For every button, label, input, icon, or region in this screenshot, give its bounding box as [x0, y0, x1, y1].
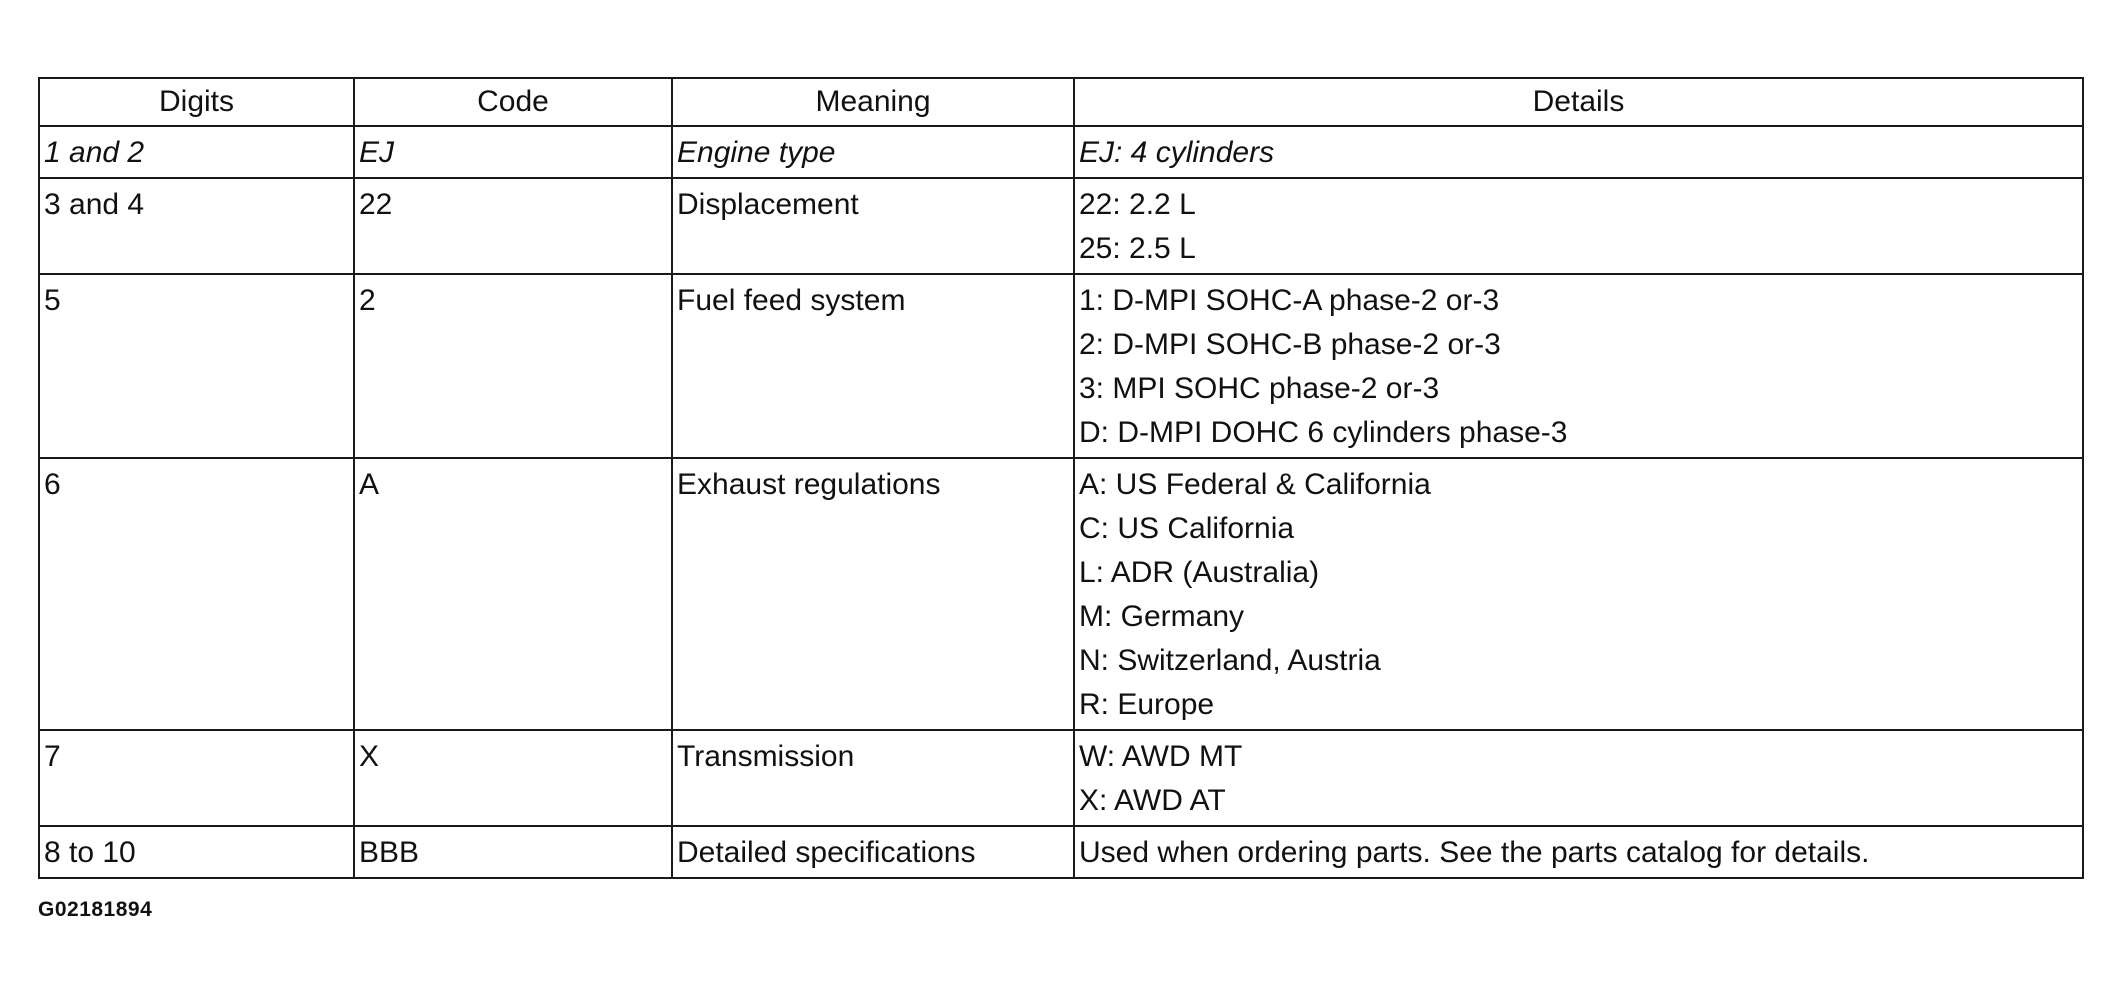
cell-code: X	[354, 730, 672, 826]
cell-details	[1074, 126, 2083, 178]
engine-code-table	[38, 77, 2084, 879]
detail-line: N: Switzerland, Austria	[1079, 644, 1381, 677]
detail-line: 3: MPI SOHC phase-2 or-3	[1079, 372, 1440, 405]
detail-line: Used when ordering parts. See the parts catalog for details.	[1079, 836, 1870, 869]
cell-details	[1074, 178, 2083, 274]
cell-details	[1074, 274, 2083, 458]
cell-details	[1074, 458, 2083, 730]
detail-line: X: AWD AT	[1079, 784, 1226, 817]
header-meaning: Meaning	[672, 78, 1074, 126]
detail-line: 25: 2.5 L	[1079, 232, 1196, 265]
table-row	[39, 458, 2083, 730]
detail-line: D: D-MPI DOHC 6 cylinders phase-3	[1079, 416, 1568, 449]
cell-meaning: Detailed specifications	[672, 826, 1074, 878]
cell-code: A	[354, 458, 672, 730]
detail-line: 1: D-MPI SOHC-A phase-2 or-3	[1079, 284, 1500, 317]
detail-line: EJ: 4 cylinders	[1079, 136, 1275, 169]
cell-code: BBB	[354, 826, 672, 878]
cell-meaning: Transmission	[672, 730, 1074, 826]
detail-line: M: Germany	[1079, 600, 1245, 633]
cell-meaning: Fuel feed system	[672, 274, 1074, 458]
header-code: Code	[354, 78, 672, 126]
cell-meaning: Engine type	[672, 126, 1074, 178]
detail-line: 22: 2.2 L	[1079, 188, 1196, 221]
detail-line: R: Europe	[1079, 688, 1215, 721]
table-row	[39, 826, 2083, 878]
cell-details	[1074, 826, 2083, 878]
cell-digits: 8 to 10	[39, 826, 354, 878]
table-header-row	[39, 78, 2083, 126]
cell-digits: 3 and 4	[39, 178, 354, 274]
header-details: Details	[1074, 78, 2083, 126]
detail-line: L: ADR (Australia)	[1079, 556, 1320, 589]
header-digits: Digits	[39, 78, 354, 126]
cell-digits: 7	[39, 730, 354, 826]
table-row	[39, 178, 2083, 274]
cell-digits: 5	[39, 274, 354, 458]
cell-digits: 6	[39, 458, 354, 730]
table-row	[39, 730, 2083, 826]
detail-line: 2: D-MPI SOHC-B phase-2 or-3	[1079, 328, 1501, 361]
table-row	[39, 126, 2083, 178]
cell-code: 2	[354, 274, 672, 458]
detail-line: C: US California	[1079, 512, 1295, 545]
table-row	[39, 274, 2083, 458]
cell-code: 22	[354, 178, 672, 274]
cell-digits: 1 and 2	[39, 126, 354, 178]
detail-line: W: AWD MT	[1079, 740, 1243, 773]
detail-line: A: US Federal & California	[1079, 468, 1431, 501]
cell-meaning: Displacement	[672, 178, 1074, 274]
cell-meaning: Exhaust regulations	[672, 458, 1074, 730]
cell-code: EJ	[354, 126, 672, 178]
cell-details	[1074, 730, 2083, 826]
figure-id: G02181894	[38, 898, 153, 921]
